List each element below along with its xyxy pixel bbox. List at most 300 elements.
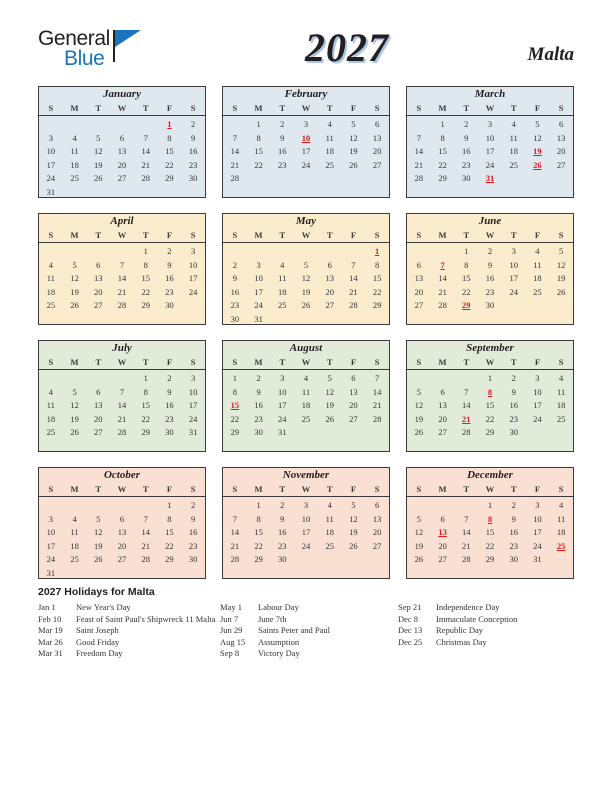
day-cell[interactable]: 24 [188, 286, 198, 297]
day-cell[interactable]: 27 [438, 427, 447, 438]
day-cell[interactable]: 27 [349, 413, 358, 424]
day-cell[interactable]: 28 [230, 554, 240, 565]
day-cell[interactable]: 3 [535, 373, 540, 383]
day-cell[interactable]: 22 [141, 286, 150, 297]
day-cell[interactable]: 15 [485, 400, 495, 411]
day-cell[interactable]: 15 [165, 146, 174, 157]
day-cell[interactable]: 26 [94, 173, 103, 184]
day-cell[interactable]: 12 [301, 273, 311, 284]
day-cell[interactable]: 27 [556, 159, 566, 170]
day-cell[interactable]: 24 [46, 173, 56, 184]
day-cell[interactable]: 22 [462, 286, 471, 297]
day-cell[interactable]: 5 [351, 119, 356, 129]
day-cell[interactable]: 11 [325, 132, 334, 143]
day-cell[interactable]: 19 [94, 159, 103, 170]
day-cell[interactable]: 14 [230, 527, 240, 538]
day-cell[interactable]: 17 [533, 400, 542, 411]
day-cell[interactable]: 3 [487, 119, 493, 129]
day-cell[interactable]: 21 [414, 159, 424, 170]
day-cell[interactable]: 20 [117, 540, 127, 551]
day-cell[interactable]: 24 [533, 540, 542, 551]
day-cell[interactable]: 26 [414, 427, 424, 438]
day-cell[interactable]: 12 [94, 146, 103, 157]
day-cell[interactable]: 19 [70, 413, 79, 424]
day-cell[interactable]: 2 [167, 373, 172, 383]
day-cell[interactable]: 1 [487, 373, 493, 383]
day-cell[interactable]: 25 [301, 413, 311, 424]
day-cell[interactable]: 19 [301, 286, 311, 297]
day-cell[interactable]: 3 [303, 500, 309, 510]
day-cell[interactable]: 27 [94, 427, 103, 438]
day-cell[interactable]: 10 [485, 132, 495, 143]
day-cell[interactable]: 19 [349, 146, 358, 157]
day-cell[interactable]: 16 [485, 273, 495, 284]
day-cell[interactable]: 11 [278, 273, 287, 284]
day-cell[interactable]: 12 [533, 132, 542, 143]
day-cell[interactable]: 19 [325, 400, 334, 411]
day-cell[interactable]: 29 [141, 300, 150, 311]
day-cell[interactable]: 9 [256, 386, 261, 397]
day-cell[interactable]: 10 [509, 259, 518, 270]
day-cell[interactable]: 18 [46, 286, 56, 297]
day-cell[interactable]: 16 [278, 527, 287, 538]
day-cell[interactable]: 23 [188, 540, 198, 551]
day-cell[interactable]: 15 [372, 273, 382, 284]
day-cell[interactable]: 9 [280, 513, 285, 524]
day-cell[interactable]: 1 [143, 246, 148, 256]
day-cell[interactable]: 9 [511, 386, 516, 397]
day-cell[interactable]: 28 [141, 173, 150, 184]
day-cell[interactable]: 18 [556, 527, 566, 538]
day-cell[interactable]: 17 [188, 400, 198, 411]
day-cell[interactable]: 6 [96, 259, 101, 270]
day-cell[interactable]: 14 [117, 273, 127, 284]
day-cell[interactable]: 24 [46, 554, 56, 565]
day-cell-holiday[interactable]: 8 [487, 386, 493, 397]
day-cell[interactable]: 20 [372, 146, 382, 157]
day-cell[interactable]: 21 [438, 286, 447, 297]
day-cell[interactable]: 14 [462, 400, 471, 411]
day-cell[interactable]: 23 [278, 540, 287, 551]
day-cell[interactable]: 12 [70, 400, 79, 411]
day-cell[interactable]: 23 [509, 413, 518, 424]
day-cell[interactable]: 20 [94, 286, 103, 297]
day-cell[interactable]: 11 [46, 273, 55, 284]
day-cell-holiday[interactable]: 25 [556, 540, 566, 551]
day-cell[interactable]: 22 [165, 540, 174, 551]
day-cell[interactable]: 4 [511, 119, 516, 129]
day-cell[interactable]: 21 [141, 159, 150, 170]
day-cell[interactable]: 31 [254, 313, 263, 324]
day-cell[interactable]: 5 [559, 246, 564, 256]
day-cell[interactable]: 7 [143, 132, 148, 143]
day-cell[interactable]: 8 [232, 386, 237, 397]
day-cell[interactable]: 3 [280, 373, 285, 383]
day-cell[interactable]: 11 [557, 386, 566, 397]
day-cell-holiday[interactable]: 10 [301, 132, 311, 143]
day-cell[interactable]: 15 [165, 527, 174, 538]
day-cell[interactable]: 16 [254, 400, 263, 411]
day-cell[interactable]: 17 [533, 527, 542, 538]
day-cell[interactable]: 13 [349, 386, 358, 397]
day-cell[interactable]: 5 [96, 513, 101, 524]
day-cell[interactable]: 2 [280, 119, 285, 129]
day-cell[interactable]: 18 [70, 159, 79, 170]
day-cell-holiday[interactable]: 13 [438, 527, 447, 538]
day-cell[interactable]: 24 [301, 159, 311, 170]
day-cell[interactable]: 2 [511, 373, 516, 383]
day-cell[interactable]: 29 [485, 427, 495, 438]
day-cell[interactable]: 15 [485, 527, 495, 538]
day-cell[interactable]: 13 [117, 146, 127, 157]
day-cell[interactable]: 23 [188, 159, 198, 170]
day-cell[interactable]: 27 [372, 540, 382, 551]
day-cell[interactable]: 4 [327, 500, 332, 510]
day-cell[interactable]: 21 [230, 159, 240, 170]
day-cell-holiday[interactable]: 15 [230, 400, 240, 411]
day-cell[interactable]: 13 [372, 513, 382, 524]
day-cell[interactable]: 11 [509, 132, 518, 143]
day-cell[interactable]: 27 [117, 173, 127, 184]
day-cell-holiday[interactable]: 1 [375, 246, 380, 256]
day-cell[interactable]: 18 [533, 273, 542, 284]
day-cell[interactable]: 19 [556, 273, 566, 284]
day-cell[interactable]: 5 [351, 500, 356, 510]
general-blue-logo[interactable] [38, 28, 158, 74]
day-cell[interactable]: 12 [70, 273, 79, 284]
day-cell[interactable]: 4 [559, 373, 564, 383]
day-cell[interactable]: 7 [232, 132, 237, 143]
day-cell[interactable]: 21 [117, 413, 127, 424]
day-cell[interactable]: 28 [141, 554, 150, 565]
day-cell[interactable]: 6 [351, 373, 356, 383]
day-cell[interactable]: 26 [556, 286, 566, 297]
day-cell[interactable]: 5 [327, 373, 332, 383]
day-cell[interactable]: 30 [485, 300, 495, 311]
day-cell[interactable]: 22 [485, 413, 495, 424]
day-cell[interactable]: 14 [414, 146, 424, 157]
day-cell[interactable]: 28 [372, 413, 382, 424]
day-cell[interactable]: 30 [165, 427, 174, 438]
day-cell[interactable]: 22 [372, 286, 382, 297]
day-cell[interactable]: 24 [533, 413, 542, 424]
day-cell[interactable]: 4 [72, 132, 77, 143]
day-cell[interactable]: 1 [232, 373, 237, 383]
day-cell[interactable]: 6 [327, 259, 332, 270]
day-cell[interactable]: 17 [301, 146, 311, 157]
day-cell[interactable]: 13 [94, 273, 103, 284]
day-cell[interactable]: 7 [351, 259, 356, 270]
day-cell[interactable]: 16 [230, 286, 240, 297]
day-cell[interactable]: 12 [414, 527, 424, 538]
day-cell[interactable]: 24 [301, 540, 311, 551]
day-cell[interactable]: 28 [462, 554, 471, 565]
day-cell[interactable]: 11 [533, 259, 542, 270]
day-cell-holiday[interactable]: 19 [533, 146, 542, 157]
day-cell[interactable]: 22 [141, 413, 150, 424]
day-cell[interactable]: 1 [487, 500, 493, 510]
day-cell[interactable]: 14 [349, 273, 358, 284]
day-cell[interactable]: 26 [70, 300, 79, 311]
day-cell[interactable]: 18 [70, 540, 79, 551]
day-cell[interactable]: 5 [72, 386, 77, 397]
day-cell[interactable]: 22 [230, 413, 240, 424]
day-cell[interactable]: 13 [438, 400, 447, 411]
day-cell[interactable]: 28 [349, 300, 358, 311]
day-cell[interactable]: 7 [464, 513, 469, 524]
day-cell[interactable]: 4 [280, 259, 285, 270]
day-cell[interactable]: 17 [46, 540, 56, 551]
day-cell[interactable]: 29 [254, 554, 263, 565]
day-cell[interactable]: 3 [535, 500, 540, 510]
day-cell[interactable]: 12 [556, 259, 566, 270]
day-cell[interactable]: 8 [143, 386, 148, 397]
day-cell[interactable]: 25 [556, 413, 566, 424]
day-cell[interactable]: 25 [509, 159, 518, 170]
day-cell[interactable]: 22 [254, 540, 263, 551]
day-cell[interactable]: 17 [485, 146, 495, 157]
day-cell[interactable]: 2 [487, 246, 493, 256]
day-cell[interactable]: 26 [414, 554, 424, 565]
day-cell[interactable]: 30 [230, 313, 240, 324]
day-cell[interactable]: 23 [462, 159, 471, 170]
day-cell[interactable]: 18 [556, 400, 566, 411]
day-cell[interactable]: 8 [464, 259, 469, 270]
day-cell[interactable]: 7 [119, 386, 125, 397]
day-cell[interactable]: 2 [280, 500, 285, 510]
day-cell[interactable]: 19 [414, 413, 424, 424]
day-cell[interactable]: 22 [438, 159, 447, 170]
day-cell[interactable]: 9 [167, 259, 172, 270]
day-cell[interactable]: 3 [48, 513, 53, 524]
day-cell-holiday[interactable]: 31 [485, 173, 495, 184]
day-cell[interactable]: 6 [559, 119, 564, 129]
day-cell[interactable]: 26 [94, 554, 103, 565]
day-cell[interactable]: 9 [511, 513, 516, 524]
day-cell[interactable]: 23 [509, 540, 518, 551]
day-cell[interactable]: 22 [485, 540, 495, 551]
day-cell[interactable]: 18 [325, 527, 334, 538]
day-cell[interactable]: 23 [485, 286, 495, 297]
day-cell[interactable]: 8 [440, 132, 445, 143]
day-cell[interactable]: 25 [533, 286, 542, 297]
day-cell[interactable]: 27 [94, 300, 103, 311]
day-cell[interactable]: 7 [464, 386, 469, 397]
day-cell[interactable]: 23 [254, 413, 263, 424]
day-cell[interactable]: 6 [416, 259, 421, 270]
day-cell[interactable]: 9 [191, 132, 196, 143]
day-cell[interactable]: 19 [70, 286, 79, 297]
day-cell[interactable]: 30 [254, 427, 263, 438]
day-cell[interactable]: 6 [375, 500, 380, 510]
day-cell[interactable]: 8 [143, 259, 148, 270]
day-cell[interactable]: 26 [349, 540, 358, 551]
day-cell[interactable]: 10 [188, 386, 198, 397]
day-cell[interactable]: 21 [117, 286, 127, 297]
day-cell[interactable]: 17 [46, 159, 56, 170]
day-cell[interactable]: 25 [70, 554, 79, 565]
day-cell[interactable]: 10 [188, 259, 198, 270]
day-cell[interactable]: 30 [165, 300, 174, 311]
day-cell[interactable]: 12 [349, 513, 358, 524]
day-cell[interactable]: 15 [141, 400, 150, 411]
day-cell[interactable]: 7 [375, 373, 380, 383]
day-cell[interactable]: 21 [349, 286, 358, 297]
day-cell[interactable]: 11 [557, 513, 566, 524]
day-cell[interactable]: 9 [167, 386, 172, 397]
day-cell[interactable]: 12 [325, 386, 334, 397]
day-cell[interactable]: 3 [191, 246, 196, 256]
day-cell[interactable]: 8 [375, 259, 380, 270]
day-cell[interactable]: 3 [191, 373, 196, 383]
day-cell[interactable]: 10 [301, 513, 311, 524]
day-cell[interactable]: 12 [94, 527, 103, 538]
day-cell[interactable]: 9 [280, 132, 285, 143]
day-cell[interactable]: 14 [462, 527, 471, 538]
day-cell[interactable]: 10 [254, 273, 263, 284]
day-cell[interactable]: 9 [191, 513, 196, 524]
day-cell[interactable]: 10 [46, 146, 56, 157]
day-cell[interactable]: 28 [117, 300, 127, 311]
day-cell[interactable]: 20 [438, 413, 447, 424]
day-cell[interactable]: 13 [94, 400, 103, 411]
day-cell[interactable]: 19 [349, 527, 358, 538]
day-cell[interactable]: 30 [278, 554, 287, 565]
day-cell[interactable]: 10 [278, 386, 287, 397]
day-cell[interactable]: 16 [165, 273, 174, 284]
day-cell[interactable]: 29 [165, 173, 174, 184]
day-cell[interactable]: 7 [416, 132, 421, 143]
day-cell[interactable]: 18 [509, 146, 518, 157]
day-cell[interactable]: 11 [325, 513, 334, 524]
day-cell[interactable]: 16 [278, 146, 287, 157]
day-cell[interactable]: 6 [375, 119, 380, 129]
day-cell[interactable]: 8 [256, 513, 261, 524]
day-cell[interactable]: 22 [165, 159, 174, 170]
day-cell[interactable]: 30 [188, 173, 198, 184]
day-cell[interactable]: 4 [535, 246, 540, 256]
day-cell[interactable]: 20 [117, 159, 127, 170]
day-cell[interactable]: 28 [462, 427, 471, 438]
day-cell[interactable]: 8 [256, 132, 261, 143]
day-cell[interactable]: 3 [303, 119, 309, 129]
day-cell[interactable]: 25 [70, 173, 79, 184]
day-cell[interactable]: 14 [141, 527, 150, 538]
day-cell[interactable]: 29 [165, 554, 174, 565]
day-cell[interactable]: 4 [48, 259, 53, 270]
day-cell[interactable]: 6 [119, 513, 125, 524]
day-cell[interactable]: 1 [256, 119, 261, 129]
day-cell[interactable]: 20 [372, 527, 382, 538]
day-cell[interactable]: 23 [165, 286, 174, 297]
day-cell[interactable]: 9 [464, 132, 469, 143]
day-cell[interactable]: 27 [372, 159, 382, 170]
day-cell[interactable]: 14 [438, 273, 447, 284]
day-cell[interactable]: 18 [46, 413, 56, 424]
day-cell[interactable]: 16 [188, 527, 198, 538]
day-cell[interactable]: 14 [141, 146, 150, 157]
day-cell[interactable]: 17 [509, 273, 518, 284]
day-cell[interactable]: 30 [462, 173, 471, 184]
day-cell[interactable]: 8 [167, 513, 172, 524]
day-cell[interactable]: 11 [70, 527, 79, 538]
day-cell[interactable]: 17 [188, 273, 198, 284]
day-cell[interactable]: 3 [256, 259, 261, 270]
day-cell[interactable]: 16 [462, 146, 471, 157]
day-cell[interactable]: 13 [117, 527, 127, 538]
day-cell[interactable]: 18 [301, 400, 311, 411]
day-cell[interactable]: 5 [416, 513, 421, 524]
day-cell[interactable]: 16 [509, 400, 518, 411]
day-cell[interactable]: 3 [48, 132, 53, 143]
day-cell[interactable]: 31 [188, 427, 198, 438]
day-cell-holiday[interactable]: 29 [462, 300, 471, 311]
day-cell[interactable]: 2 [511, 500, 516, 510]
day-cell[interactable]: 29 [230, 427, 240, 438]
day-cell[interactable]: 20 [438, 540, 447, 551]
day-cell[interactable]: 1 [143, 373, 148, 383]
day-cell[interactable]: 15 [462, 273, 471, 284]
day-cell[interactable]: 25 [325, 159, 334, 170]
day-cell-holiday[interactable]: 8 [487, 513, 493, 524]
day-cell[interactable]: 28 [438, 300, 447, 311]
day-cell[interactable]: 28 [117, 427, 127, 438]
day-cell[interactable]: 5 [96, 132, 101, 143]
day-cell[interactable]: 29 [372, 300, 382, 311]
day-cell[interactable]: 4 [48, 386, 53, 397]
day-cell[interactable]: 31 [278, 427, 287, 438]
day-cell[interactable]: 15 [141, 273, 150, 284]
day-cell[interactable]: 10 [533, 386, 542, 397]
day-cell[interactable]: 26 [301, 300, 311, 311]
day-cell[interactable]: 29 [485, 554, 495, 565]
day-cell[interactable]: 4 [327, 119, 332, 129]
day-cell[interactable]: 6 [440, 513, 445, 524]
day-cell[interactable]: 9 [487, 259, 493, 270]
day-cell[interactable]: 26 [325, 413, 334, 424]
day-cell[interactable]: 10 [533, 513, 542, 524]
day-cell[interactable]: 31 [46, 186, 56, 197]
day-cell[interactable]: 21 [230, 540, 240, 551]
day-cell[interactable]: 2 [167, 246, 172, 256]
day-cell[interactable]: 13 [414, 273, 424, 284]
day-cell[interactable]: 14 [117, 400, 127, 411]
day-cell[interactable]: 2 [464, 119, 469, 129]
day-cell[interactable]: 23 [165, 413, 174, 424]
day-cell[interactable]: 2 [191, 500, 196, 510]
day-cell[interactable]: 17 [278, 400, 287, 411]
day-cell[interactable]: 18 [325, 146, 334, 157]
day-cell[interactable]: 7 [143, 513, 148, 524]
day-cell[interactable]: 6 [119, 132, 125, 143]
day-cell[interactable]: 4 [559, 500, 564, 510]
day-cell[interactable]: 26 [70, 427, 79, 438]
day-cell[interactable]: 6 [96, 386, 101, 397]
day-cell[interactable]: 19 [414, 540, 424, 551]
day-cell[interactable]: 2 [232, 259, 237, 270]
day-cell[interactable]: 7 [119, 259, 125, 270]
day-cell[interactable]: 2 [191, 119, 196, 129]
day-cell[interactable]: 13 [325, 273, 334, 284]
day-cell-holiday[interactable]: 21 [462, 413, 471, 424]
day-cell[interactable]: 1 [256, 500, 261, 510]
day-cell[interactable]: 29 [141, 427, 150, 438]
day-cell[interactable]: 31 [533, 554, 542, 565]
day-cell[interactable]: 29 [438, 173, 447, 184]
day-cell[interactable]: 9 [232, 273, 237, 284]
day-cell-holiday[interactable]: 1 [167, 119, 172, 129]
day-cell[interactable]: 14 [372, 386, 382, 397]
